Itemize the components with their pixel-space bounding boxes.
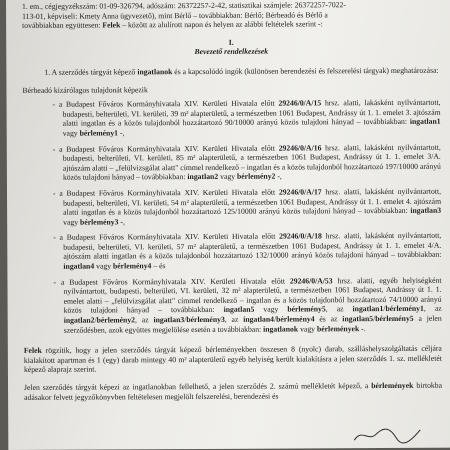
property-item-2: - a Budapest Főváros Kormányhivatala XIV. Kerületi Hivatala előtt 29246/0/A/16 hrsz. alatti, lakásként nyilvántartott, budapesti, belterületi, VI. kerületi, 85 m² alapterületű, a természetben 1061 Budapest, Andrássy út 1. 1. emelet 3/A. ajtószám alatti – „felülvizsgálat alatt" címmel rendelkező – ingatlan és a közös tulajdonból hozzátartozó 197/10000 arányú közös tulajdoni hányad – továbbiakban: ingatlan2 vagy bérlemény2 -, bbox=[52, 142, 441, 183]
property-item-1: - a Budapest Főváros Kormányhivatala XIV. Kerületi Hivatala előtt 29246/0/A/15 hrsz. alatti, lakásként nyilvántartott, budapesti, belterületi, VI. kerületi, 39 m² alapterületű, a természetben 1061 Budapest, Andrássy út 1. 1. emelet 3. ajtószám alatti ingatlan és a közös tulajdonból hozzátartozó 90/10000 arányú közös tulajdoni hányad – továbbiakban: ingatlan1 vagy bérlemény1 -, bbox=[52, 97, 441, 138]
intro-paragraph: 1. A szerződés tárgyát képező ingatlanok és a kapcsolódó ingók (különösen berendezési és felszerelési tárgyak) meghatározása: bbox=[44, 65, 439, 77]
property-item-5: - a Budapest Főváros Kormányhivatala XIV. Kerületi Hivatala előtt 29246/0/A/53 hrsz. alatti, egyéb helyiségként nyilvántartott, budapesti, belterületi, VI. kerületi, 32 m² alapterületű, a természetben 1061 Budapest, Andrássy út 1. 1. emelet alatti – „felülvizsgálat alatt" címmel rendelkező – ingatlan és a közös tulajdonból hozzátartozó 74/10000 arányú közös tulajdoni hányad – továbbiakban: ingatlan5 vagy bérlemény5, az ingatlan1/bérlemény1, az ingatlan2/bérlemény2, az ingatlan3/bérlemény3, az ingatlan4/bérlemény4 és az ingatlan5/bérlemény5 a jelen szerződésben, azok együttes megjelölése esetén a továbbiakban: ingatlanok vagy bérlemények -. bbox=[53, 275, 442, 335]
section-number: I. bbox=[228, 37, 234, 47]
paragraph-apartments: Felek rögzítik, hogy a jelen szerződés tárgyát képező bérleményekben összesen 8 (nyolc) darab, szálláshelyszolgáltatás céljára kialakított apartman és 1 (egy) darab mintegy 40 m² alapterületű egyéb helyiség került kialakításra a jelen szerződés 1. sz. mellékletét képező alaprajz szerint. bbox=[23, 343, 442, 375]
owner-line: Bérbeadó kizárólagos tulajdonát képezik bbox=[22, 84, 148, 95]
header-line-3: továbbiakban együttesen: Felek – között az alulírott napon és helyen az alábbi feltételek szerint -: bbox=[22, 19, 323, 31]
document-page bbox=[6, 0, 450, 450]
header-line-2: 113-01, képviseli: Kmety Anna ügyvezető), mint Bérlő – továbbiakban: Bérlő; Bérbeadó és Bérlő a bbox=[22, 9, 328, 21]
section-title: Bevezető rendelkezések bbox=[194, 47, 269, 57]
property-item-3: - a Budapest Főváros Kormányhivatala XIV. Kerületi Hivatala előtt 29246/0/A/17 hrsz. alatti, lakásként nyilvántartott, budapesti, belterületi, VI. kerületi, 54 m² alapterületű, a természetben 1061 Budapest, Andrássy út 1. 1. emelet 4. ajtószám alatti ingatlan és a közös tulajdonból hozzátartozó 125/10000 arányú közös tulajdoni hányad – továbbiakban: ingatlan3 vagy bérlemény3 -, bbox=[52, 186, 442, 227]
property-item-4: - a Budapest Főváros Kormányhivatala XIV. Kerületi Hivatala előtt 29246/0/A/18 hrsz. alatti, lakásként nyilvántartott, budapesti, belterületi, VI. kerületi, 57 m² alapterületű, a természetben 1061 Budapest, Andrássy út 1. 1. emelet 4/A. ajtószám alatti ingatlan és a közös tulajdonból hozzátartozó 132/10000 arányú közös tulajdoni hányad – továbbiakban: ingatlan4 vagy bérlemény4 – és bbox=[53, 231, 442, 271]
header-line-1: 1. em., cégjegyzékszám: 01-09-326794, adószám: 26372257-2-42, statisztikai számjele: 26372257-7022- bbox=[22, 0, 346, 11]
signature-mark bbox=[352, 426, 422, 444]
paragraph-equipment: Jelen szerződés tárgyát képezi az ingatlanokban fellelhető, a jelen szerződés 2. számú mellékletét képező, a bérlemények birtokba adásakor felvett jegyzőkönyvben feltételesen megjelölt felszerelési, berendezési és bbox=[24, 380, 443, 402]
